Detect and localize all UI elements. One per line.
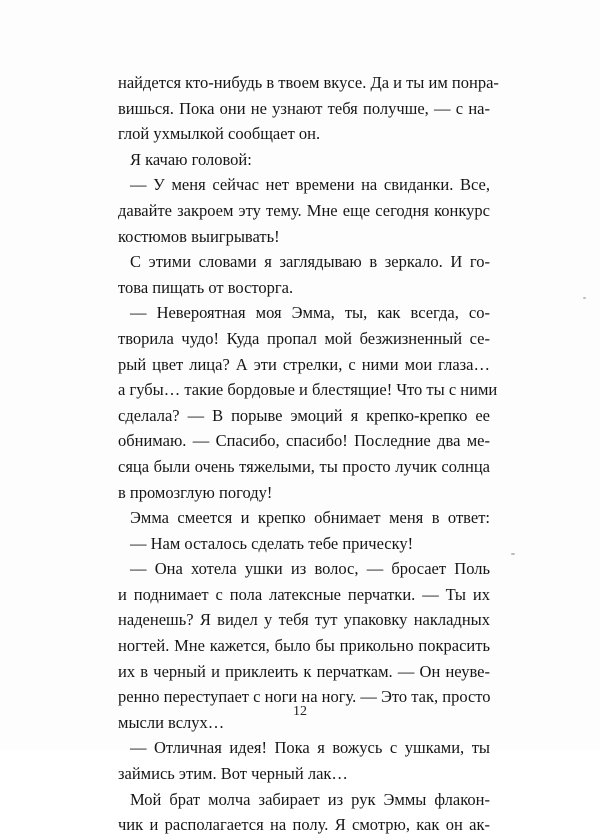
text-line: чик и располагается на полу. Я смотрю, как он ак- bbox=[118, 815, 490, 835]
page-number: 12 bbox=[293, 704, 307, 719]
text-line: мысли вслух… bbox=[118, 712, 225, 732]
text-line: — Она хотела ушки из волос, — бросает Поль bbox=[130, 559, 490, 579]
text-line: займись этим. Вот черный лак… bbox=[118, 764, 348, 784]
text-line: найдется кто-нибудь в твоем вкусе. Да и ты им понра- bbox=[118, 73, 499, 92]
text-line: и поднимает с пола латексные перчатки. — Ты их bbox=[118, 584, 490, 604]
text-line: сяца были очень тяжелыми, ты просто лучик солнца bbox=[118, 456, 490, 476]
text-line: това пищать от восторга. bbox=[118, 277, 294, 297]
text-line: Мой брат молча забирает из рук Эммы флакон- bbox=[130, 789, 490, 809]
text-line: С этими словами я заглядываю в зеркало. И го- bbox=[130, 252, 490, 272]
text-line: костюмов выигрывать! bbox=[118, 226, 280, 246]
text-line: — Отличная идея! Пока я вожусь с ушками, ты bbox=[130, 738, 490, 758]
text-line: сделала? — В порыве эмоций я крепко-крепко ее bbox=[118, 405, 490, 425]
text-line: в промозглую погоду! bbox=[118, 482, 273, 502]
text-line: Эмма смеется и крепко обнимает меня в ответ: bbox=[130, 508, 490, 528]
text-line: Я качаю головой: bbox=[130, 149, 252, 169]
text-line: а губы… такие бордовые и блестящие! Что ты с ними bbox=[118, 380, 498, 400]
text-line: — У меня сейчас нет времени на свиданки. Все, bbox=[130, 175, 490, 195]
text-line: ногтей. Мне кажется, было бы прикольно покрасить bbox=[118, 636, 490, 656]
scan-speck bbox=[583, 297, 586, 299]
text-line: вишься. Пока они не узнают тебя получше, — с на- bbox=[118, 98, 490, 118]
scan-speck bbox=[511, 553, 515, 555]
text-line: обнимаю. — Спасибо, спасибо! Последние два ме- bbox=[118, 431, 490, 451]
text-line: ренно переступает с ноги на ногу. — Это так, просто bbox=[118, 687, 491, 707]
text-line: глой ухмылкой сообщает он. bbox=[118, 124, 321, 144]
text-line: наденешь? Я видел у тебя тут упаковку накладных bbox=[118, 610, 490, 630]
text-line: их в черный и приклеить к перчаткам. — Он неуве- bbox=[118, 661, 490, 681]
text-line: рый цвет лица? А эти стрелки, с ними мои глаза… bbox=[118, 354, 490, 374]
text-line: — Нам осталось сделать тебе прическу! bbox=[130, 533, 414, 553]
text-line: творила чудо! Куда пропал мой безжизненный се- bbox=[118, 328, 490, 348]
text-line: — Невероятная моя Эмма, ты, как всегда, со- bbox=[130, 303, 490, 323]
body-text bbox=[118, 70, 499, 838]
text-line: давайте закроем эту тему. Мне еще сегодня конкурс bbox=[118, 200, 490, 220]
